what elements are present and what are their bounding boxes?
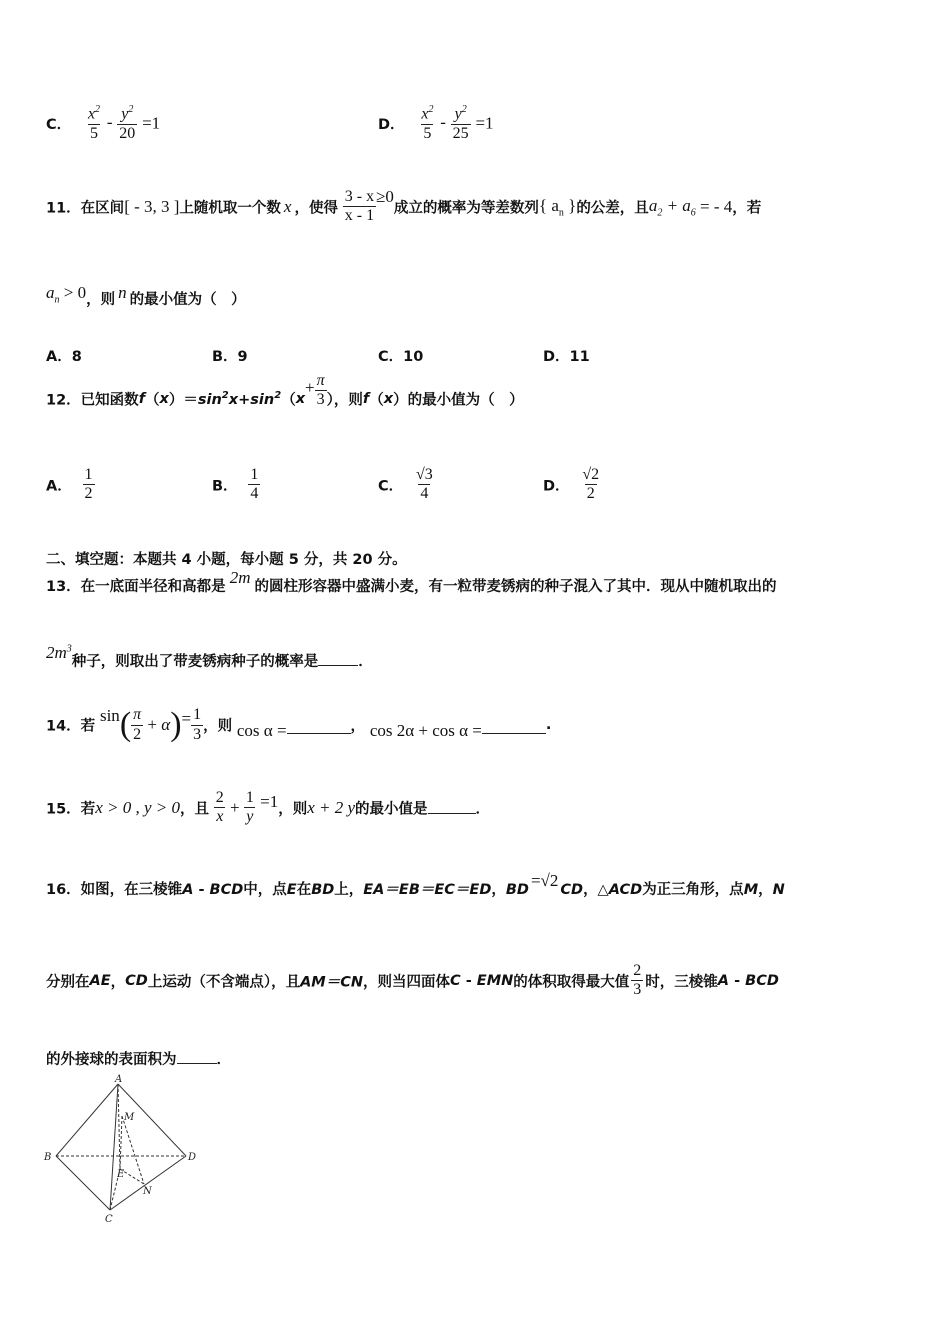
q12-stem: 12．已知函数$f(x)=\sin^2x+\sin^2(x+$ $\frac{\pi}{3}$ ），则f（x）的最小值为（ ） (46, 372, 524, 409)
edge-dc (110, 1156, 186, 1210)
q13-stem-line2: $2m^3$种子，则取出了带麦锈病种子的概率是 ． (46, 643, 373, 670)
edge-ac (110, 1084, 118, 1210)
q11-option-a: A．8 (46, 349, 82, 365)
q12-option-c: C． $\frac{√3}{4}$ (378, 466, 433, 503)
q13-stem-line1: 13．在一底面半径和高都是 2m 的圆柱形容器中盛满小麦，有一粒带麦锈病的种子混入了其中．现从中随机取出的 (46, 568, 777, 595)
q10-option-d: D． $\frac{x^2}{5}$ - $\frac{y^2}{25}$ =1 (378, 104, 494, 142)
q10-option-c: C． $\frac{x^2}{5}$ - $\frac{y^2}{20}$ =1 (46, 104, 161, 142)
answer-blank[interactable] (482, 721, 546, 734)
q16-stem-line1: 16．如图，在三棱锥A - BCD中，点E在BD上，EA＝EB＝EC＝ED，BD =√2 CD，△ACD为正三角形，点M，N (46, 871, 785, 898)
edge-ab (56, 1084, 118, 1156)
q11-option-c: C．10 (378, 349, 424, 365)
segment-mn (122, 1116, 144, 1184)
fraction: $\frac{\pi}{3}$ (316, 372, 325, 409)
label-e: E (117, 1169, 125, 1180)
answer-blank[interactable] (318, 653, 358, 666)
tetrahedron-figure (40, 1074, 210, 1224)
q12-option-a: A． $\frac{1}{2}$ (46, 466, 93, 503)
inequality-fraction: $\frac{3 - x}{x - 1}$ (344, 188, 375, 225)
q16-stem-line2: 分别在AE，CD上运动（不含端点），且AM＝CN，则当四面体C - EMN的体积取得最大值 $\frac{2}{3}$ 时，三棱锥A - BCD (46, 962, 779, 999)
label-d: D (188, 1152, 197, 1163)
answer-blank[interactable] (287, 721, 351, 734)
label-m: M (124, 1112, 135, 1123)
edge-bc (56, 1156, 110, 1210)
option-label: C． (46, 117, 72, 134)
label-n: N (143, 1186, 152, 1197)
q15-stem: 15．若x > 0 , y > 0，且 $\frac{2}{x}$ + $\frac{1}{y}$ =1，则x + 2 y的最小值是 ． (46, 789, 491, 826)
fraction: $\frac{x^2}{5}$ (421, 104, 434, 142)
q11-stem-line1: 11．在区间[ - 3, 3 ]上随机取一个数 x ，使得 $\frac{3 - x}{x - 1}$ ≥0成立的概率为等差数列{ $a_n$ }的公差，且$a_2 + a_6$ = - 4，若 (46, 186, 762, 225)
q12-option-b: B． $\frac{1}{4}$ (212, 466, 259, 503)
q11-option-d: D．11 (543, 349, 590, 365)
answer-blank[interactable] (428, 801, 476, 814)
segment-em (120, 1116, 122, 1169)
option-label: D． (378, 117, 405, 134)
q11-stem-line2: $a_n > 0$，则 n 的最小值为（ ） (46, 283, 246, 308)
q14-stem: 14．若 sin( $\frac{\pi}{2}$ + α)= $\frac{1}{3}$ ，则 cos α = ， cos 2α + cos α = . (46, 706, 552, 743)
q12-option-d: D． $\frac{√2}{2}$ (543, 466, 600, 503)
section-heading: 二、填空题：本题共 4 小题，每小题 5 分，共 20 分。 (46, 552, 407, 568)
label-c: C (105, 1214, 113, 1224)
label-a: A (115, 1074, 123, 1085)
fraction: $\frac{y^2}{20}$ (119, 104, 136, 142)
label-b: B (44, 1152, 52, 1163)
fraction: $\frac{y^2}{25}$ (452, 104, 469, 142)
q11-option-b: B．9 (212, 349, 248, 365)
q16-stem-line3: 的外接球的表面积为 ． (46, 1052, 231, 1068)
fraction: $\frac{x^2}{5}$ (87, 104, 101, 142)
answer-blank[interactable] (177, 1051, 217, 1064)
